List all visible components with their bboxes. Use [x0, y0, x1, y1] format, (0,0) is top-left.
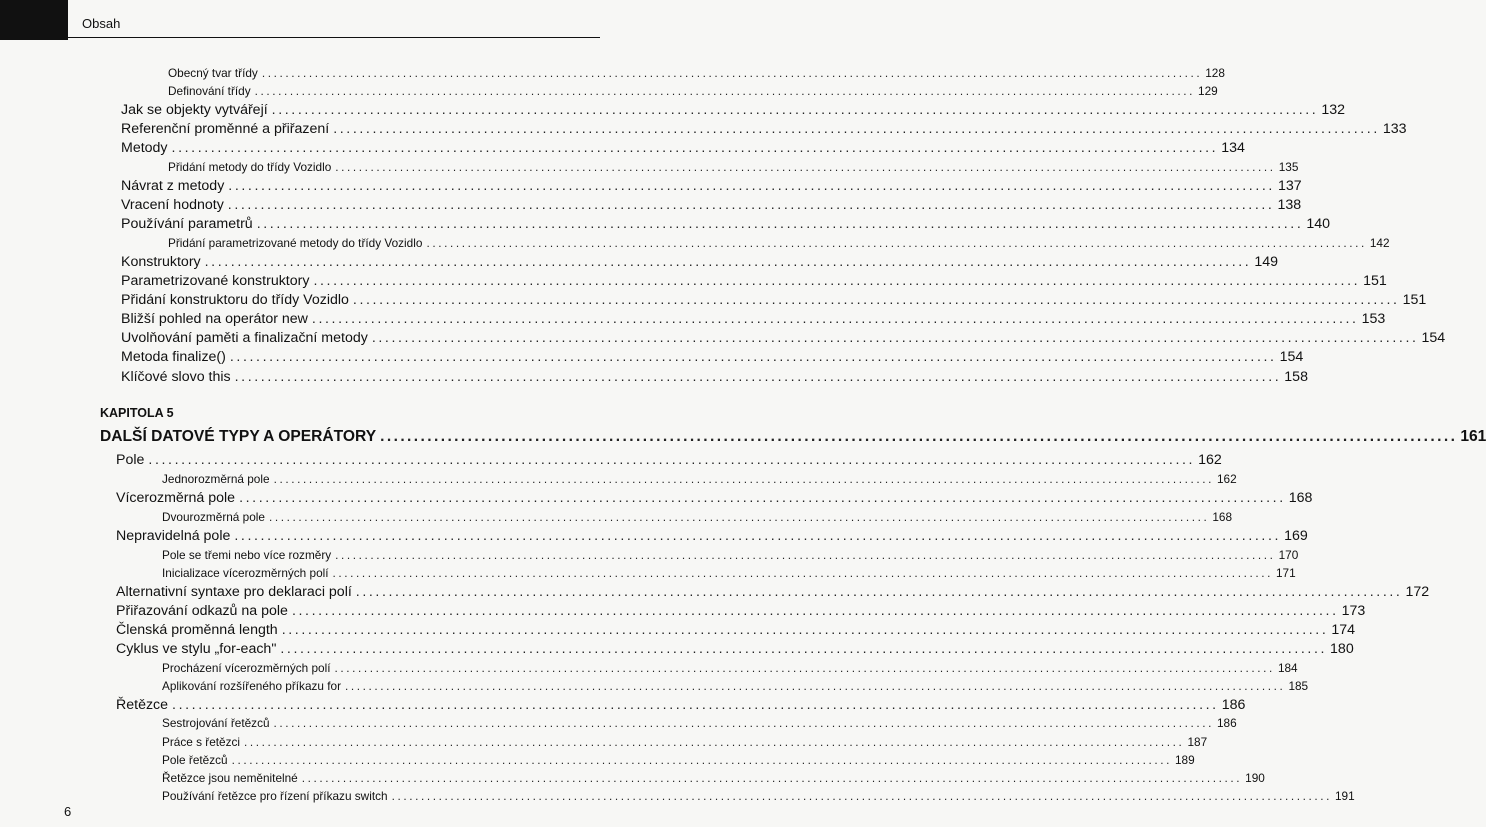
dot-leader: ................................................................................................................................................................	[204, 254, 1252, 270]
toc-entry	[168, 160, 1299, 174]
toc-entry	[168, 236, 1390, 250]
toc-entry	[162, 789, 1355, 803]
toc-entry-page: 180	[1330, 641, 1354, 657]
toc-entry	[116, 452, 1222, 468]
toc-entry-page: 190	[1245, 771, 1265, 785]
toc-entry-page: 186	[1216, 716, 1237, 730]
toc-entry-title: Metody	[121, 140, 168, 156]
toc-entry	[162, 679, 1309, 693]
dot-leader: ................................................................................................................................................................	[291, 603, 1339, 619]
toc-entry	[121, 178, 1302, 194]
toc-entry	[121, 197, 1302, 213]
toc-entry-title: Nepravidelná pole	[116, 528, 231, 544]
toc-entry-title: Sestrojování řetězců	[162, 716, 270, 730]
toc-entry	[121, 369, 1308, 385]
dot-leader: ................................................................................................................................................................	[281, 622, 1329, 638]
toc-entry-page: 187	[1187, 735, 1208, 749]
toc-entry-page: 191	[1334, 789, 1355, 803]
toc-entry-title: Inicializace vícerozměrných polí	[162, 566, 329, 580]
dot-leader: ................................................................................................................................................................	[335, 160, 1276, 174]
toc-entry-page: 135	[1278, 160, 1299, 174]
toc-entry	[116, 622, 1356, 638]
dot-leader: ................................................................................................................................................................	[261, 66, 1203, 80]
chapter-title	[100, 428, 1486, 446]
toc-entry	[162, 753, 1195, 767]
dot-leader: ................................................................................................................................................................	[227, 197, 1275, 213]
toc-entry	[116, 603, 1366, 619]
toc-entry-title: Pole řetězců	[162, 753, 228, 767]
dot-leader: ................................................................................................................................................................	[228, 178, 1275, 194]
toc-entry-page: 174	[1331, 622, 1356, 638]
toc-entry-title: Jednorozměrná pole	[162, 472, 270, 486]
page-number: 6	[64, 804, 72, 819]
toc-entry-title: Referenční proměnné a přiřazení	[121, 121, 330, 137]
toc-entry-title: Vícerozměrná pole	[116, 490, 236, 506]
toc-entry	[121, 140, 1245, 156]
toc-entry-title: Přiřazování odkazů na pole	[116, 603, 288, 619]
header-rule	[68, 37, 600, 38]
toc-entry-title: Používání parametrů	[121, 216, 253, 232]
toc-entry	[121, 273, 1387, 289]
toc-entry-title: Procházení vícerozměrných polí	[162, 661, 331, 675]
toc-entry	[121, 292, 1427, 308]
dot-leader: ................................................................................................................................................................	[171, 140, 1219, 156]
dot-leader: ................................................................................................................................................................	[332, 566, 1273, 580]
toc-entry-title: Klíčové slovo this	[121, 369, 231, 385]
dot-leader: ................................................................................................................................................................	[311, 311, 1359, 327]
toc-entry-page: 184	[1277, 661, 1298, 675]
toc-entry-page: 140	[1306, 216, 1331, 232]
dot-leader: ................................................................................................................................................................	[334, 661, 1275, 675]
toc-entry-page: 170	[1278, 548, 1299, 562]
toc-entry-page: 158	[1284, 369, 1308, 385]
toc-entry	[168, 84, 1218, 98]
toc-entry	[121, 330, 1446, 346]
toc-entry-page: 172	[1405, 584, 1430, 600]
toc-entry-title: Pole se třemi nebo více rozměry	[162, 548, 332, 562]
toc-entry-title: Přidání metody do třídy Vozidlo	[168, 160, 332, 174]
toc-entry-title: Práce s řetězci	[162, 735, 241, 749]
toc-entry-page: 129	[1198, 84, 1218, 98]
toc-entry	[116, 528, 1308, 544]
dot-leader: ................................................................................................................................................................	[234, 528, 1282, 544]
toc-entry-title: Pole	[116, 452, 145, 468]
toc-entry	[116, 641, 1354, 657]
toc-entry	[162, 510, 1233, 524]
toc-entry	[162, 735, 1208, 749]
toc-entry-page: 173	[1341, 603, 1366, 619]
toc-entry	[116, 697, 1246, 713]
toc-entry-title: Parametrizované konstruktory	[121, 273, 310, 289]
toc-entry	[162, 566, 1296, 580]
toc-entry-page: 171	[1275, 566, 1296, 580]
toc-entry-title: Uvolňování paměti a finalizační metody	[121, 330, 368, 346]
dot-leader: ................................................................................................................................................................	[231, 753, 1172, 767]
dot-leader: ................................................................................................................................................................	[254, 84, 1196, 98]
toc-entry	[168, 66, 1225, 80]
toc-entry-page: 128	[1205, 66, 1225, 80]
toc-entry-title: Jak se objekty vytvářejí	[121, 102, 268, 118]
toc-entry-title: Definování třídy	[168, 84, 251, 98]
dot-leader: ................................................................................................................................................................	[335, 548, 1276, 562]
toc-entry-title: Metoda finalize()	[121, 349, 226, 365]
toc-entry-page: 142	[1369, 236, 1390, 250]
toc-entry-page: 169	[1284, 528, 1308, 544]
toc-entry	[116, 584, 1430, 600]
toc-entry-page: 137	[1277, 178, 1302, 194]
dot-leader: ................................................................................................................................................................	[271, 102, 1319, 118]
toc-entry	[121, 254, 1278, 270]
toc-entry-page: 168	[1288, 490, 1313, 506]
toc-entry	[121, 102, 1346, 118]
toc-entry-page: 138	[1277, 197, 1302, 213]
toc-entry	[121, 311, 1386, 327]
running-head: Obsah	[82, 16, 121, 31]
toc-entry-page: 149	[1254, 254, 1278, 270]
toc-entry-title: Přidání konstruktoru do třídy Vozidlo	[121, 292, 349, 308]
toc-entry-page: 189	[1175, 753, 1195, 767]
dot-leader: ................................................................................................................................................................	[301, 771, 1243, 785]
dot-leader: ................................................................................................................................................................	[333, 121, 1380, 137]
toc-entry-page: 168	[1212, 510, 1233, 524]
dot-leader: ................................................................................................................................................................	[313, 273, 1361, 289]
dot-leader: ................................................................................................................................................................	[345, 679, 1286, 693]
toc-entry-title: Dvourozměrná pole	[162, 510, 265, 524]
toc-entry-title: Členská proměnná length	[116, 622, 278, 638]
toc-entry-title: Řetězce	[116, 697, 169, 713]
toc-entry	[162, 548, 1299, 562]
toc-entry-title: Vracení hodnoty	[121, 197, 224, 213]
dot-leader: ................................................................................................................................................................	[355, 584, 1403, 600]
dot-leader: ................................................................................................................................................................	[239, 490, 1286, 506]
toc-entry	[116, 490, 1313, 506]
dot-leader: ................................................................................................................................................................	[280, 641, 1328, 657]
dot-leader: ................................................................................................................................................................	[352, 292, 1400, 308]
toc-entry-title: Konstruktory	[121, 254, 201, 270]
toc-entry-title: Řetězce jsou neměnitelné	[162, 771, 298, 785]
toc-entry	[162, 472, 1237, 486]
header-tab-block	[0, 0, 68, 40]
toc-entry-page: 154	[1279, 349, 1304, 365]
toc-entry	[162, 716, 1237, 730]
toc-entry-page: 132	[1321, 102, 1346, 118]
toc-entry-page: 151	[1363, 273, 1387, 289]
toc-entry	[121, 121, 1407, 137]
dot-leader: ................................................................................................................................................................	[172, 697, 1219, 713]
toc-entry-title: Cyklus ve stylu „for-each"	[116, 641, 277, 657]
toc-entry-title: Obecný tvar třídy	[168, 66, 258, 80]
chapter-page: 161	[1460, 428, 1486, 445]
toc-entry-title: Návrat z metody	[121, 178, 225, 194]
toc-entry-page: 151	[1402, 292, 1427, 308]
toc-entry-page: 162	[1198, 452, 1222, 468]
dot-leader: ................................................................................................................................................................	[426, 236, 1367, 250]
dot-leader: ................................................................................................................................................................	[244, 735, 1185, 749]
toc-entry-page: 153	[1361, 311, 1386, 327]
toc-entry	[162, 771, 1265, 785]
toc-entry-page: 133	[1382, 121, 1407, 137]
toc-entry	[121, 349, 1304, 365]
toc-entry-page: 134	[1221, 140, 1245, 156]
toc-entry-title: Aplikování rozšířeného příkazu for	[162, 679, 342, 693]
toc-entry-title: Alternativní syntaxe pro deklaraci polí	[116, 584, 352, 600]
toc-entry-page: 162	[1216, 472, 1237, 486]
dot-leader: ................................................................................................................................................................	[273, 472, 1214, 486]
dot-leader: ................................................................................................................................................................	[256, 216, 1304, 232]
dot-leader: ................................................................................................................................................................	[273, 716, 1214, 730]
toc-entry-page: 186	[1221, 697, 1246, 713]
dot-leader: ................................................................................................................................................................	[268, 510, 1210, 524]
toc-entry-page: 154	[1421, 330, 1446, 346]
chapter-label: KAPITOLA 5	[100, 406, 174, 420]
dot-leader: ................................................................................................................................................................	[148, 452, 1196, 468]
toc-entry-page: 185	[1288, 679, 1309, 693]
toc-entry-title: Bližší pohled na operátor new	[121, 311, 308, 327]
toc-entry	[162, 661, 1298, 675]
dot-leader: ................................................................................................................................................................	[229, 349, 1277, 365]
chapter-title-text: DALŠÍ DATOVÉ TYPY A OPERÁTORY	[100, 428, 377, 445]
dot-leader: ................................................................................................................................................................	[234, 369, 1282, 385]
toc-entry	[121, 216, 1331, 232]
dot-leader: ................................................................................................................................................................	[371, 330, 1419, 346]
toc-entry-title: Používání řetězce pro řízení příkazu switch	[162, 789, 388, 803]
dot-leader: ................................................................................................................................................................	[380, 428, 1458, 445]
toc-entry-title: Přidání parametrizované metody do třídy Vozidlo	[168, 236, 423, 250]
dot-leader: ................................................................................................................................................................	[391, 789, 1332, 803]
